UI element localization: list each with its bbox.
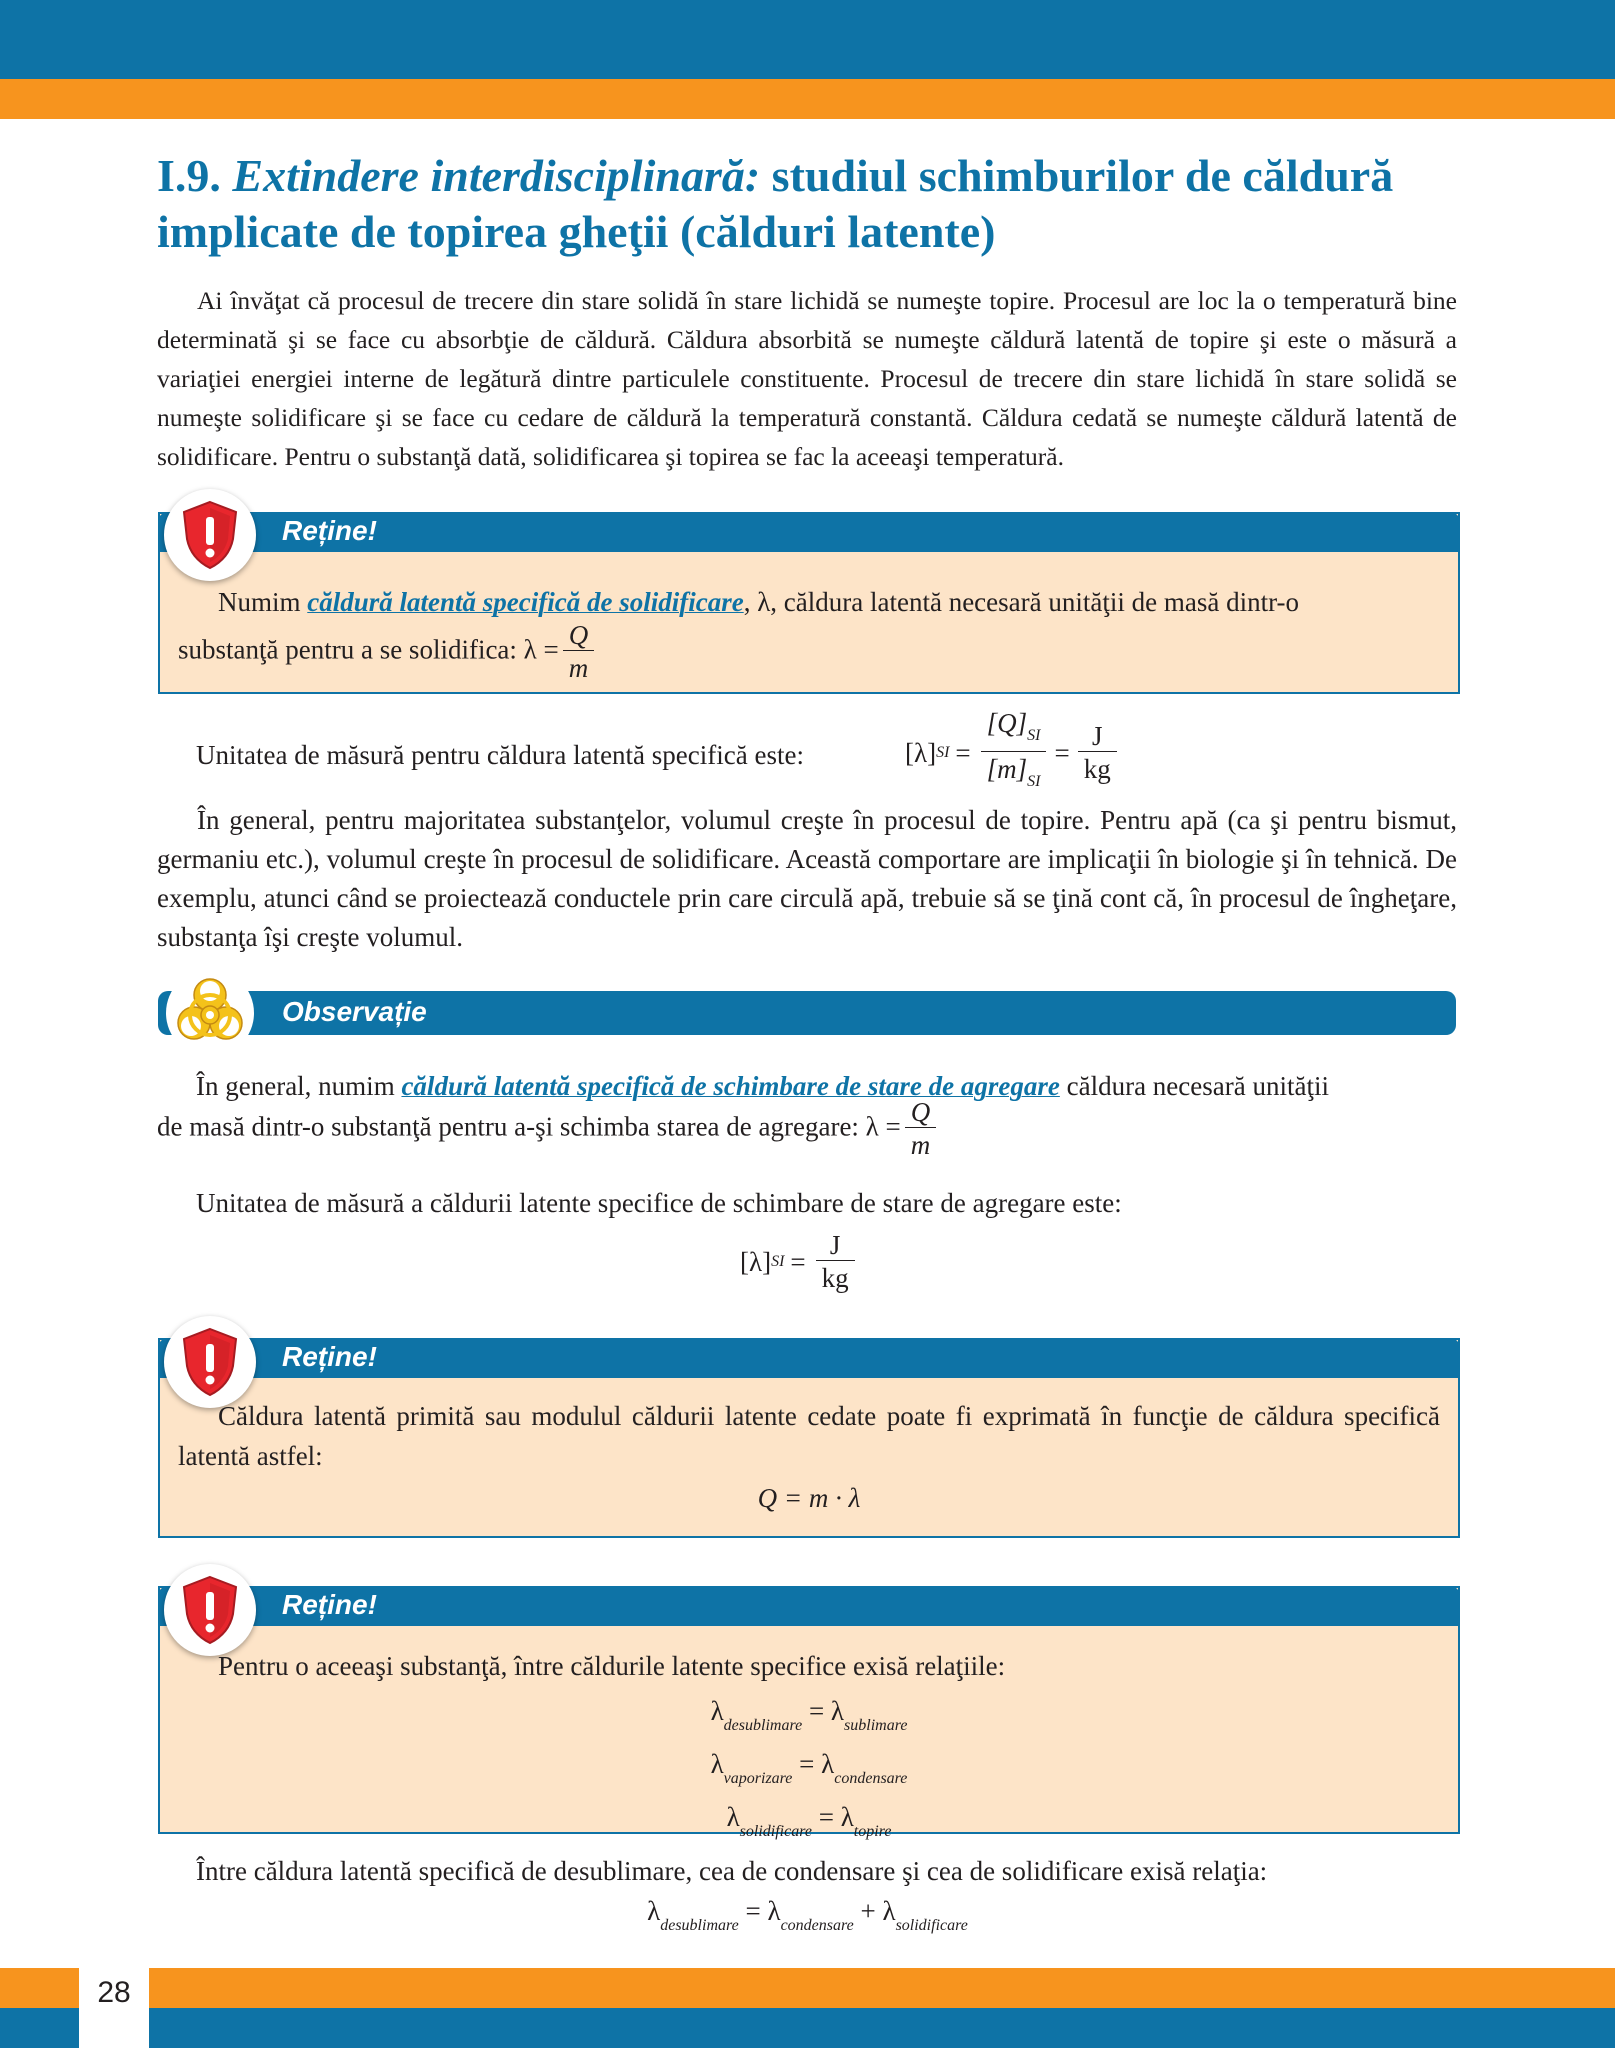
box1-text: Numim căldură latentă specifică de solidificare, λ, căldura latentă necesară unităţii de masă dintr-o [218, 587, 1300, 617]
relation-subscript-b: condensare [834, 1770, 908, 1787]
relation-subscript-b: topire [853, 1823, 892, 1840]
section-title: I.9. Extindere interdisciplinară: studiul schimburilor de căldură implicate de topirea gheţii (călduri latente) [157, 150, 1394, 257]
box2-text: Căldura latentă primită sau modulul căldurii latente cedate poate fi exprimată în funcţie de căldura specifică latentă astfel: [178, 1401, 1440, 1471]
relation-subscript-b: sublimare [844, 1717, 908, 1734]
relation-subscript-a: solidificare [739, 1823, 812, 1840]
final-text: Între căldura latentă specifică de desublimare, cea de condensare şi cea de solidificare exisă relaţia: [196, 1856, 1268, 1886]
retine-label: Reține! [282, 515, 377, 546]
relation-row: $\lambda_{vaporizare} = \lambda_{condensare}$ [710, 1749, 908, 1787]
observatie-formula-line: de masă dintr-o substanţă pentru a-şi schimba starea de agregare: λ = $\frac{Q}{m}$ [157, 1097, 940, 1162]
header-band-orange [0, 79, 1615, 119]
unit2-text: Unitatea de măsură a căldurii latente specifice de schimbare de stare de agregare este: [196, 1188, 1122, 1218]
retine-box-1 [158, 512, 1460, 694]
observatie-text: În general, numim căldură latentă specifică de schimbare de stare de agregare căldura necesară unităţii [196, 1071, 1329, 1101]
unit2-formula: [λ] SI = $\frac{J}{kg}$ [740, 1222, 859, 1302]
relation-subscript-a: desublimare [723, 1717, 803, 1734]
biohazard-icon [164, 967, 256, 1059]
observatie-header [158, 991, 1456, 1035]
unit1-text: Unitatea de măsură pentru căldura latentă specifică este: [196, 740, 804, 770]
retine-label: Reține! [282, 1589, 377, 1620]
box1-formula-line: substanţă pentru a se solidifica: λ = $\frac{Q}{m}$ [178, 620, 598, 685]
shield-exclamation-icon [164, 1316, 256, 1408]
intro-paragraph: Ai învăţat că procesul de trecere din stare solidă în stare lichidă se numeşte topire. Procesul are loc la o temperatură bine determinată şi se face cu absorbţie de căldură. Căldura absorbită se numeşte căldură latentă de topire şi este o măsură a variaţiei energiei interne de legătură dintre particulele constituente. Procesul de trecere din stare lichidă în stare solidă se numeşte solidificare şi se face cu cedare de căldură la temperatură constantă. Căldura cedată se numeşte căldură latentă de solidificare. Pentru o substanţă dată, solidificarea şi topirea se fac la aceeaşi temperatură. [157, 286, 1457, 471]
fraction: $\frac{Q}{m}$ [563, 620, 595, 685]
unit1-formula: [λ] SI = $\frac{[Q]_{SI}}{[m]_{SI}}$ = $\frac{J}{kg}$ [905, 708, 1121, 798]
retine-header [158, 512, 1460, 552]
relation-row: $\lambda_{desublimare} = \lambda_{sublimare}$ [710, 1696, 908, 1734]
footer-band-orange [0, 1968, 1615, 2008]
shield-exclamation-icon [164, 489, 256, 581]
relation-subscript-a: vaporizare [723, 1770, 793, 1787]
header-band-blue [0, 0, 1615, 79]
retine-box-3 [158, 1586, 1460, 1840]
box3-text: Pentru o aceeaşi substanţă, între căldurile latente specifice exisă relaţiile: [218, 1651, 1006, 1681]
box2-formula: Q = m · λ [757, 1483, 861, 1513]
retine-label: Reține! [282, 1341, 377, 1372]
shield-exclamation-icon [164, 1564, 256, 1656]
final-formula: $\lambda_{desublimare} = \lambda_{condensare} + \lambda_{solidificare}$ [647, 1896, 968, 1934]
retine-box-2 [158, 1338, 1460, 1538]
relations-list [160, 1692, 1458, 1851]
relation-row: $\lambda_{solidificare} = \lambda_{topire}$ [726, 1802, 892, 1840]
observatie-label: Observație [282, 996, 427, 1027]
paragraph-2: În general, pentru majoritatea substanţelor, volumul creşte în procesul de topire. Pentru apă (ca şi pentru bismut, germaniu etc.), volumul creşte în procesul de solidificare. Această comportare are implicaţii în biologie şi în tehnică. De exemplu, atunci când se proiectează conductele prin care circulă apă, trebuie să se ţină cont că, în procesul de îngheţare, substanţa îşi creşte volumul. [157, 805, 1457, 952]
footer-band-blue [0, 2008, 1615, 2048]
page-number: 28 [79, 1968, 149, 2048]
